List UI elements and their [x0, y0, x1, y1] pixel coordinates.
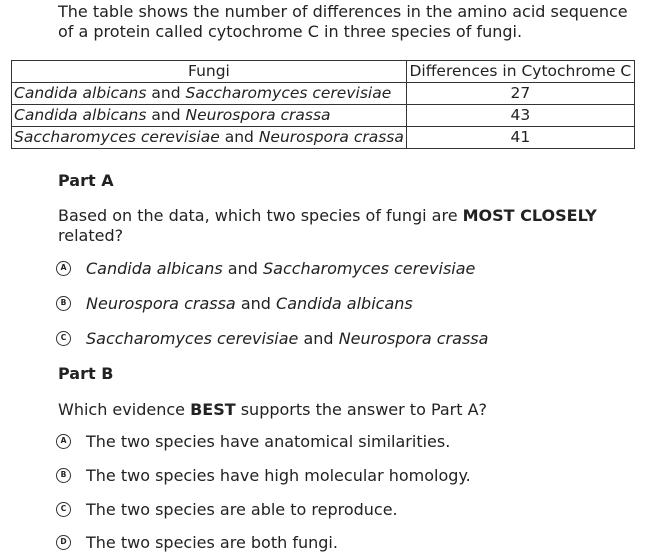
part-b-question — [58, 400, 638, 420]
part-b-label: Part B — [58, 364, 114, 383]
table-row — [12, 105, 635, 127]
part-b-option-b[interactable] — [56, 465, 471, 485]
species-name: Saccharomyces cerevisiae — [263, 258, 476, 278]
species-name: Candida albicans — [86, 258, 223, 278]
option-b-bubble-icon[interactable]: B — [56, 468, 71, 483]
question-text: Based on the data, which two species of fungi are — [58, 206, 458, 225]
joiner-text: and — [151, 106, 181, 124]
part-a-label: Part A — [58, 171, 114, 190]
option-c-bubble-icon[interactable]: C — [56, 331, 71, 346]
question-emphasis: MOST CLOSELY — [462, 206, 597, 225]
option-c-bubble-icon[interactable]: C — [56, 502, 71, 517]
option-a-bubble-icon[interactable]: A — [56, 261, 71, 276]
joiner-text: and — [303, 328, 334, 348]
option-label: The two species have high molecular homology. — [86, 465, 471, 485]
species-name: Neurospora crassa — [86, 293, 236, 313]
option-label — [86, 329, 488, 348]
differences-cell: 41 — [406, 127, 634, 149]
option-label — [86, 259, 475, 278]
part-b-option-a[interactable] — [56, 431, 450, 451]
species-name: Saccharomyces cerevisiae — [14, 128, 220, 146]
option-b-bubble-icon[interactable]: B — [56, 296, 71, 311]
option-a-bubble-icon[interactable]: A — [56, 434, 71, 449]
joiner-text: and — [227, 258, 258, 278]
species-name: Saccharomyces cerevisiae — [185, 84, 392, 102]
species-name: Candida albicans — [14, 106, 147, 124]
option-label: The two species are able to reproduce. — [86, 499, 398, 519]
species-name: Saccharomyces cerevisiae — [86, 328, 299, 348]
table-row — [12, 127, 635, 149]
species-name: Candida albicans — [14, 84, 147, 102]
table-row — [12, 83, 635, 105]
joiner-text: and — [240, 293, 271, 313]
part-a-question — [58, 206, 638, 246]
intro-text: The table shows the number of differences in the amino acid sequence of a protein called cytochrome C in three species of fungi. — [58, 2, 628, 41]
part-a-option-c[interactable] — [56, 328, 488, 348]
option-label: The two species are both fungi. — [86, 532, 338, 552]
species-pair-cell — [12, 105, 407, 127]
option-d-bubble-icon[interactable]: D — [56, 535, 71, 550]
part-b-option-c[interactable] — [56, 499, 398, 519]
differences-cell: 27 — [406, 83, 634, 105]
option-label: The two species have anatomical similarities. — [86, 431, 451, 451]
question-text: Which evidence — [58, 400, 185, 419]
question-emphasis: BEST — [190, 400, 236, 419]
column-header-differences: Differences in Cytochrome C — [406, 61, 634, 83]
species-name: Neurospora crassa — [185, 106, 331, 124]
species-pair-cell — [12, 83, 407, 105]
table-header-row — [12, 61, 635, 83]
part-a-option-b[interactable] — [56, 293, 413, 313]
column-header-fungi: Fungi — [12, 61, 407, 83]
question-text: supports the answer to Part A? — [240, 400, 488, 419]
part-a-option-a[interactable] — [56, 258, 475, 278]
part-b-option-d[interactable] — [56, 532, 338, 552]
species-name: Candida albicans — [276, 293, 413, 313]
joiner-text: and — [224, 128, 254, 146]
species-pair-cell — [12, 127, 407, 149]
cytochrome-c-table — [11, 60, 635, 149]
question-text: related? — [58, 226, 124, 245]
species-name: Neurospora crassa — [338, 328, 489, 348]
species-name: Neurospora crassa — [258, 128, 404, 146]
joiner-text: and — [151, 84, 181, 102]
option-label — [86, 294, 413, 313]
differences-cell: 43 — [406, 105, 634, 127]
